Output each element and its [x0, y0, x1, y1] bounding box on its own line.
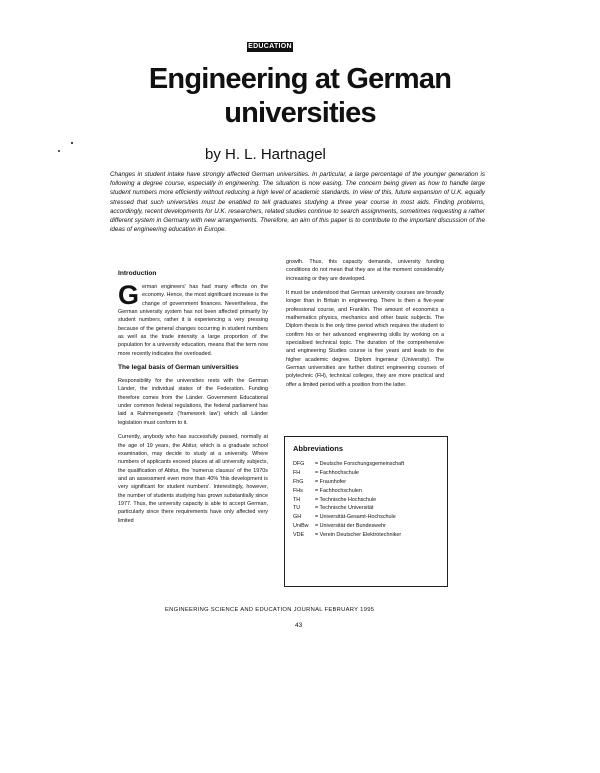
- abbreviation-key: GH: [293, 514, 302, 521]
- abbreviation-row: [285, 469, 447, 478]
- journal-footer: ENGINEERING SCIENCE AND EDUCATION JOURNAL FEBRUARY 1995: [165, 607, 375, 613]
- abbreviation-key: FhG: [293, 478, 304, 485]
- abbreviation-key: TH: [293, 496, 301, 503]
- right-paragraph-2: It must be understood that German university courses are broadly longer than in Britain in engineering. There is then a five-year professional course, and Franklin. The amount of economics a mathematics physics, mechanics and other basic subjects. The Diplom thesis is the only time period which requires the student to confirm his or her advanced engineering skills by working on a specialised technical topic. The duration of the comprehensive and engineering Studies course is five years and leads to the higher academic degree. Diplom Ingenieur (University). The German universities are further distinct engineering courses of polytechnic (FH), technical colleges, they are more practical and offer a limited period with a position from the latter.: [286, 290, 444, 388]
- abbreviation-row: [285, 522, 447, 531]
- heading-introduction: Introduction: [118, 270, 157, 277]
- abbreviation-value: = Universität der Bundeswehr: [315, 523, 386, 530]
- section-tag: EDUCATION: [248, 43, 292, 50]
- abbreviation-row: [285, 513, 447, 522]
- abbreviation-key: FHs: [293, 487, 303, 494]
- left-column: [118, 270, 268, 531]
- right-paragraph-1: growth. Thus, this capacity demands, university funding conditions do not mean that they are at the moment considerably increasing or they are developed.: [286, 259, 444, 282]
- abbreviation-value: = Technische Hochschule: [315, 496, 377, 503]
- article-title: Engineering at German universities: [148, 63, 452, 129]
- abbreviation-key: DFG: [293, 460, 305, 467]
- abbreviation-key: FH: [293, 469, 301, 476]
- abbreviation-value: = Fachhochschule: [315, 469, 359, 476]
- abbreviation-value: = Fachhochschulen: [315, 487, 362, 494]
- abbreviation-row: [285, 478, 447, 487]
- abbreviation-row: [285, 487, 447, 496]
- abbreviation-row: [285, 460, 447, 469]
- abbreviation-value: = Fraunhofer: [315, 478, 347, 485]
- abbreviation-key: TU: [293, 505, 301, 512]
- drop-cap: G: [118, 280, 140, 310]
- abbreviations-list: [285, 460, 447, 540]
- abbreviation-row: [285, 504, 447, 513]
- abbreviation-row: [285, 531, 447, 540]
- intro-paragraph: [118, 280, 268, 358]
- scan-speck: [58, 150, 60, 152]
- heading-legal-basis: The legal basis of German universities: [118, 364, 239, 372]
- abbreviations-title: Abbreviations: [293, 444, 344, 453]
- legal-paragraph-2: Currently, anybody who has successfully passed, normally at the age of 19 years, the Abitur, which is a graduate school examination, may decide to study at a university. Where numbers of applicants exceed places at all university subjects, the qualification of Abitur, the 'numerus clausus' of the 1970s and an assessment even more than 40% 'this development is very significant for student numbers'. Interestingly, however, the number of students studying has grown substantially since 1977. Thus, the university capacity is able to accept German, particularly since there requirements have only affected very limited: [118, 434, 268, 524]
- byline: by H. L. Hartnagel: [205, 146, 326, 163]
- abbreviation-key: UniBw: [293, 523, 309, 530]
- abstract: Changes in student intake have strongly affected German universities. In particular, a large percentage of the younger generation is following a degree course, especially in engineering. The situation is now easing. The concern being given as how to handle large student numbers more efficiently without reducing a high level of academic standards. In view of this, future expansion of U.K. equally stressed that such universities must be enabled to tell graduates studying a three year course in most aids. Finding problems, accordingly, recent developments for U.K. researchers, related studies continue to search assignments, sometimes requesting a rather different system in Germany with new arrangements. Therefore, an aim of this paper is to contribute to the important discussion of the ideas of engineering education in Europe.: [110, 171, 485, 234]
- page-number: 43: [295, 622, 303, 629]
- legal-paragraph-1: Responsibility for the universities rests with the German Länder, the individual states of the Federation. Funding therefore comes from the Länder. Government Educational under common federal regulations, the federal parliament has laid a Rahmengesetz ('framework law') which all Länder legislation must conform to it.: [118, 378, 268, 426]
- abbreviation-value: = Universität-Gesamt-Hochschule: [315, 514, 396, 521]
- abbreviation-value: = Deutsche Forschungsgemeinschaft: [315, 460, 405, 467]
- abbreviation-value: = Technische Universität: [315, 505, 374, 512]
- intro-text: erman engineers' has had many effects on the economy. Hence, the most significant increase is the change of government finances. Nevertheless, the German university system has not been affected primarily by student numbers, rather it is experiencing a very pressing because of the general changes occurring in student numbers as well as the trade intensity a large proportion of the population for a university education, means that the term now more recently indicates the overloaded.: [118, 284, 268, 357]
- abbreviation-value: = Verein Deutscher Elektrotechniker: [315, 532, 402, 539]
- scan-speck: [71, 142, 73, 144]
- abbreviations-box: [284, 436, 448, 587]
- right-column: [286, 258, 444, 395]
- abbreviation-row: [285, 496, 447, 505]
- abbreviation-key: VDE: [293, 532, 305, 539]
